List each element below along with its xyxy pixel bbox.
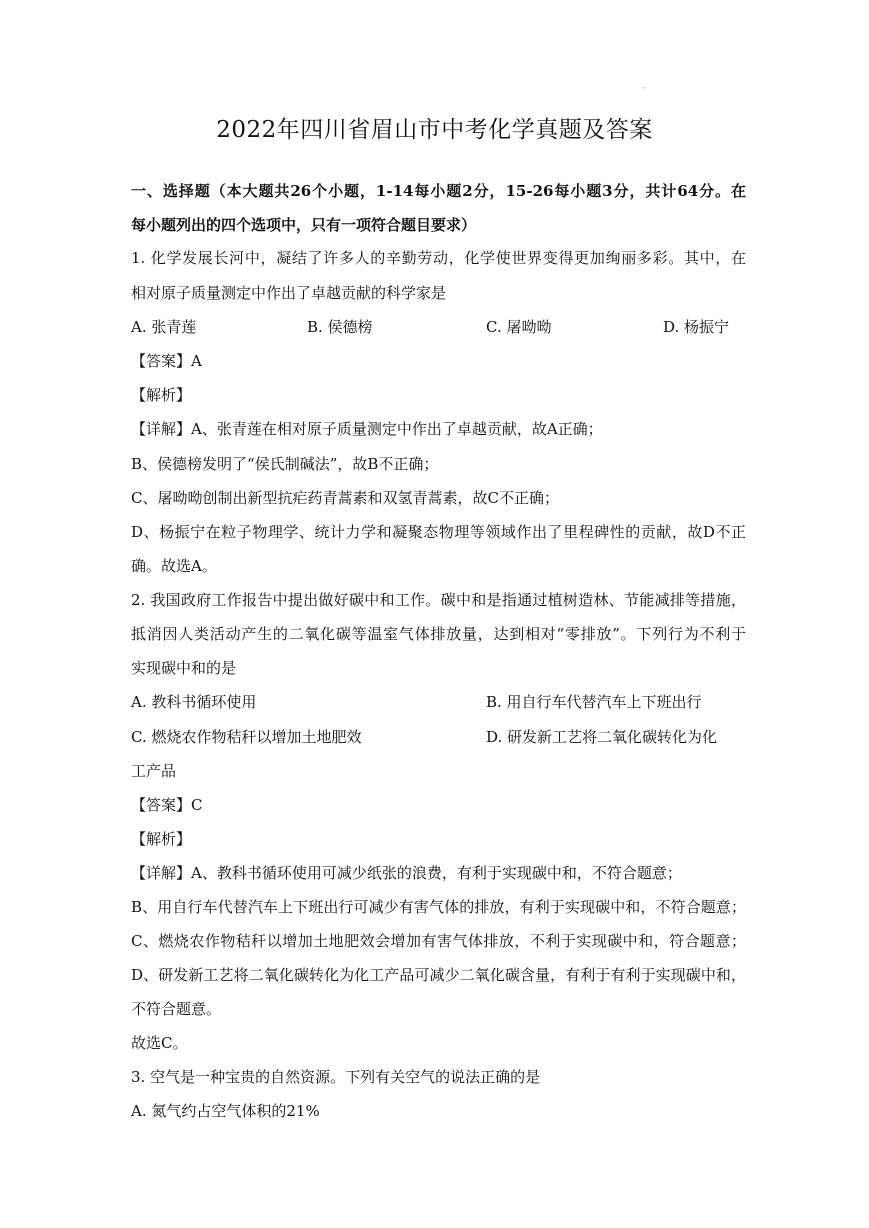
q1-detail-line-5: 确。故选A。 <box>131 557 217 575</box>
q2-stem-line-1: 2. 我国政府工作报告中提出做好碳中和工作。碳中和是指通过植树造林、节能减排等措施， <box>131 591 746 609</box>
q2-option-d-continued: 工产品 <box>131 762 177 780</box>
q1-detail-line-2: B、侯德榜发明了“侯氏制碱法”，故B不正确； <box>131 455 439 473</box>
top-mark: · <box>642 84 645 94</box>
q1-detail-line-3: C、屠呦呦创制出新型抗疟药青蒿素和双氢青蒿素，故C不正确； <box>131 489 559 507</box>
q2-detail-line-1: 【详解】A、教科书循环使用可减少纸张的浪费，有利于实现碳中和，不符合题意； <box>131 864 682 882</box>
q1-detail-line-4: D、杨振宁在粒子物理学、统计力学和凝聚态物理等领域作出了里程碑性的贡献，故D不正 <box>131 523 746 541</box>
q2-stem-line-3: 实现碳中和的是 <box>131 659 237 677</box>
q2-answer: 【答案】C <box>131 796 203 814</box>
page-title: 2022年四川省眉山市中考化学真题及答案 <box>216 117 653 143</box>
q2-detail-line-4: D、研发新工艺将二氧化碳转化为化工产品可减少二氧化碳含量，有利于有利于实现碳中和， <box>131 966 746 984</box>
q2-detail-line-3: C、燃烧农作物秸秆以增加土地肥效会增加有害气体排放，不利于实现碳中和，符合题意； <box>131 932 746 950</box>
q2-stem-line-2: 抵消因人类活动产生的二氧化碳等温室气体排放量，达到相对“零排放”。下列行为不利于 <box>131 625 746 643</box>
q2-option-b: B. 用自行车代替汽车上下班出行 <box>486 693 702 711</box>
q2-conclusion: 故选C。 <box>131 1034 188 1052</box>
q2-option-a: A. 教科书循环使用 <box>131 693 257 711</box>
q2-option-d: D. 研发新工艺将二氧化碳转化为化 <box>486 728 718 746</box>
q1-answer: 【答案】A <box>131 352 202 370</box>
q1-stem-line-2: 相对原子质量测定中作出了卓越贡献的科学家是 <box>131 284 447 302</box>
q2-option-c: C. 燃烧农作物秸秆以增加土地肥效 <box>131 728 362 746</box>
section-heading-line-2: 每小题列出的四个选项中，只有一项符合题目要求） <box>131 216 477 234</box>
q1-detail-line-1: 【详解】A、张青莲在相对原子质量测定中作出了卓越贡献，故A正确； <box>131 420 603 438</box>
q1-option-c: C. 屠呦呦 <box>486 318 552 336</box>
q1-option-a: A. 张青莲 <box>131 318 197 336</box>
q3-option-a: A. 氮气约占空气体积的21% <box>131 1102 320 1120</box>
section-heading-line-1: 一、选择题（本大题共26个小题，1-14每小题2分，15-26每小题3分，共计64分。在 <box>131 182 746 200</box>
q3-stem-line-1: 3. 空气是一种宝贵的自然资源。下列有关空气的说法正确的是 <box>131 1068 541 1086</box>
q1-option-d: D. 杨振宁 <box>663 318 730 336</box>
q2-detail-line-5: 不符合题意。 <box>131 1000 222 1018</box>
q1-stem-line-1: 1. 化学发展长河中，凝结了许多人的辛勤劳动，化学使世界变得更加绚丽多彩。其中，在 <box>131 249 746 267</box>
q2-analysis-label: 【解析】 <box>131 830 192 848</box>
q1-analysis-label: 【解析】 <box>131 386 192 404</box>
q1-option-b: B. 侯德榜 <box>307 318 373 336</box>
q2-detail-line-2: B、用自行车代替汽车上下班出行可减少有害气体的排放，有利于实现碳中和，不符合题意； <box>131 898 746 916</box>
